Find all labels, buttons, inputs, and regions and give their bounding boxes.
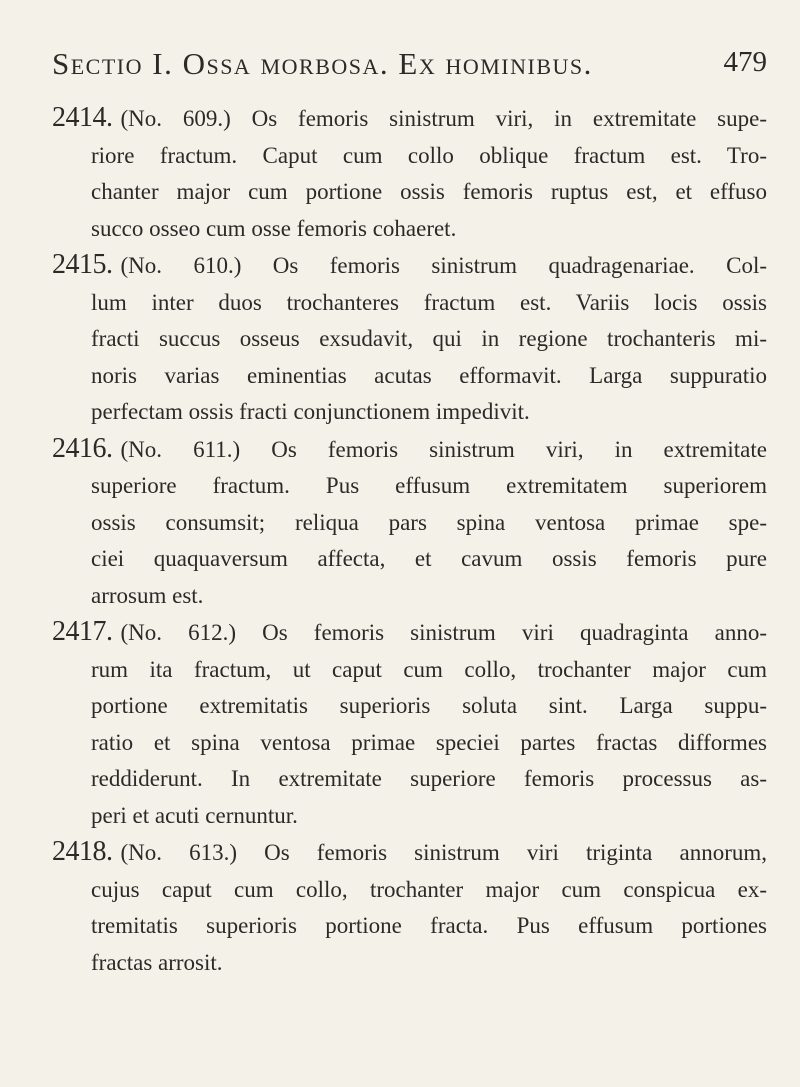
entry-line: noris varias eminentias acutas efformavit. Larga suppuratio	[91, 362, 767, 388]
entry-text: (No. 610.) Os femoris sinistrum quadragenariae. Col-	[120, 253, 767, 278]
entry-text: (No. 612.) Os femoris sinistrum viri quadraginta anno-	[120, 620, 767, 645]
running-head-title: Sectio I. Ossa morbosa. Ex hominibus.	[52, 46, 593, 81]
entry-line	[52, 834, 767, 872]
entry-line: ratio et spina ventosa primae speciei partes fractas difformes	[91, 729, 767, 755]
page-number: 479	[723, 46, 767, 78]
entry-line: chanter major cum portione ossis femoris ruptus est, et effuso	[91, 179, 767, 204]
entry-text: (No. 611.) Os femoris sinistrum viri, in extremitate	[120, 436, 767, 462]
entry-line: superiore fractum. Pus effusum extremitatem superiorem	[91, 473, 767, 498]
entry-text: (No. 609.) Os femoris sinistrum viri, in extremitate supe-	[120, 106, 767, 131]
entry-number: 2414.	[52, 102, 113, 133]
catalogue-entry-2418	[52, 834, 767, 981]
catalogue-entry-2417	[52, 614, 767, 834]
entry-line: ciei quaquaversum affecta, et cavum ossis femoris pure	[91, 546, 767, 571]
entry-line: succo osseo cum osse femoris cohaeret.	[91, 215, 457, 241]
entry-line: ossis consumsit; reliqua pars spina ventosa primae spe-	[91, 509, 767, 535]
entry-line	[52, 100, 767, 138]
entry-line: portione extremitatis superioris soluta sint. Larga suppu-	[91, 693, 767, 718]
entry-line: lum inter duos trochanteres fractum est. Variis locis ossis	[91, 289, 767, 315]
catalogue-entry-2415	[52, 247, 767, 431]
entry-line	[52, 431, 767, 469]
entry-number: 2418.	[52, 836, 113, 867]
catalogue-entries	[52, 100, 767, 981]
entry-line: reddiderunt. In extremitate superiore femoris processus as-	[91, 766, 767, 791]
running-head	[52, 46, 767, 90]
entry-number: 2416.	[52, 432, 113, 464]
catalogue-entry-2414	[52, 100, 767, 247]
entry-line: peri et acuti cernuntur.	[91, 802, 298, 828]
entry-line: arrosum est.	[91, 582, 204, 608]
entry-line: fractas arrosit.	[91, 949, 223, 975]
entry-line: cujus caput cum collo, trochanter major cum conspicua ex-	[91, 876, 767, 902]
entry-line	[52, 614, 767, 652]
entry-line: tremitatis superioris portione fracta. Pus effusum portiones	[91, 913, 767, 938]
entry-number: 2417.	[52, 616, 113, 647]
entry-line	[52, 247, 767, 285]
entry-line: rum ita fractum, ut caput cum collo, trochanter major cum	[91, 656, 767, 682]
entry-line: riore fractum. Caput cum collo oblique fractum est. Tro-	[91, 142, 767, 168]
entry-line: perfectam ossis fracti conjunctionem impedivit.	[91, 399, 530, 424]
entry-number: 2415.	[52, 249, 113, 280]
catalogue-entry-2416	[52, 431, 767, 615]
entry-text: (No. 613.) Os femoris sinistrum viri triginta annorum,	[120, 840, 767, 865]
entry-line: fracti succus osseus exsudavit, qui in regione trochanteris mi-	[91, 326, 767, 351]
